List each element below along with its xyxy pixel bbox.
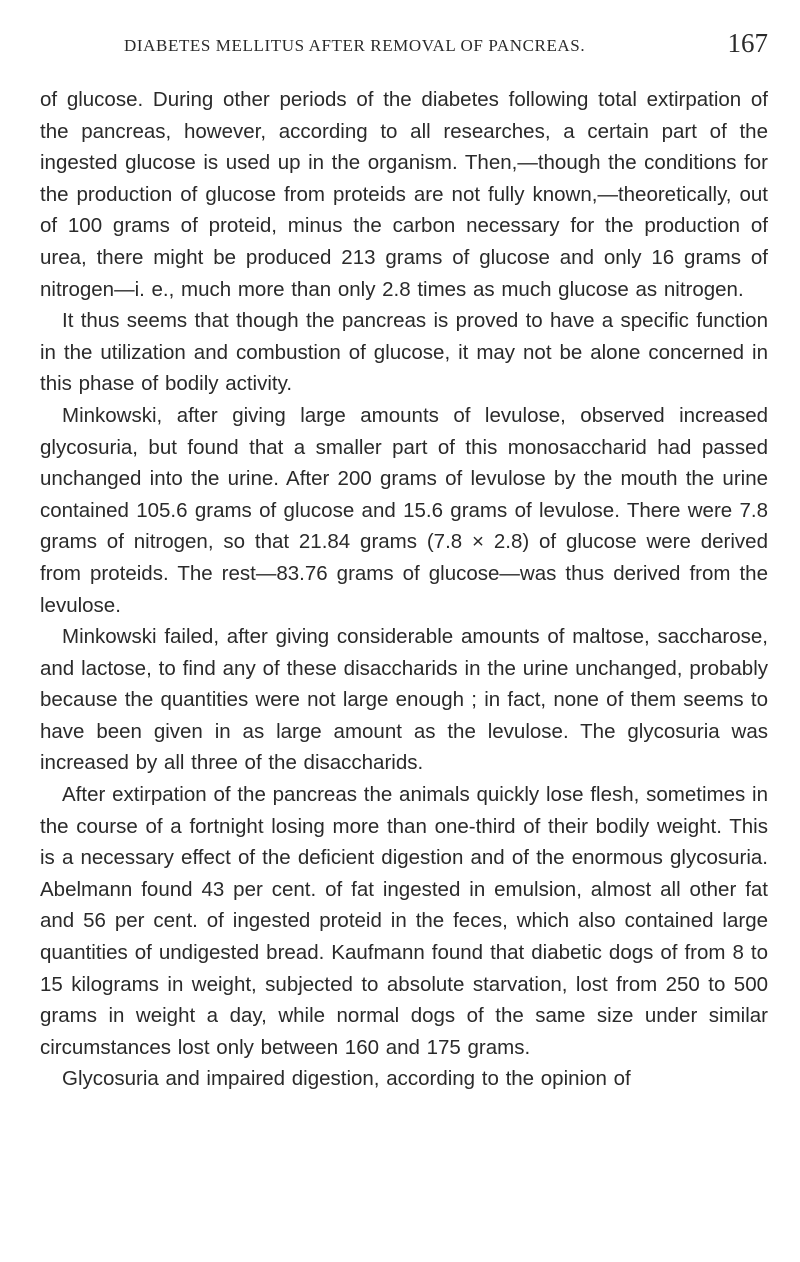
- book-page: [40, 0, 768, 1262]
- page-number: 167: [727, 28, 768, 58]
- paragraph-1: of glucose. During other periods of the diabetes following total extirpation of the pancreas, however, according to all researches, a certain part of the ingested glucose is used up in the organism. Then,—though the conditions for the production of glucose from proteids are not fully known,—theoretically, out of 100 grams of proteid, minus the carbon necessary for the production of urea, there might be produced 213 grams of glucose and only 16 grams of nitrogen—i. e., much more than only 2.8 times as much glucose as nitrogen.: [40, 88, 768, 301]
- body-text: [40, 84, 768, 1095]
- paragraph-2: It thus seems that though the pancreas is proved to have a specific function in the utilization and combustion of glucose, it may not be alone concerned in this phase of bodily activity.: [40, 309, 768, 396]
- paragraph-3: Minkowski, after giving large amounts of levulose, observed increased glycosuria, but found that a smaller part of this monosaccharid had passed unchanged into the urine. After 200 grams of levulose by the mouth the urine contained 105.6 grams of glucose and 15.6 grams of levulose. There were 7.8 grams of nitrogen, so that 21.84 grams (7.8 × 2.8) of glucose were derived from proteids. The rest—83.76 grams of glucose—was thus derived from the levulose.: [40, 403, 768, 617]
- paragraph-5: After extirpation of the pancreas the animals quickly lose flesh, sometimes in the course of a fortnight losing more than one-third of their bodily weight. This is a necessary effect of the deficient digestion and of the enormous glycosuria. Abelmann found 43 per cent. of fat ingested in emulsion, almost all other fat and 56 per cent. of ingested proteid in the feces, which also contained large quantities of undigested bread. Kaufmann found that diabetic dogs of from 8 to 15 kilograms in weight, subjected to absolute starvation, lost from 250 to 500 grams in weight a day, while normal dogs of the same size under similar circumstances lost only between 160 and 175 grams.: [40, 783, 768, 1059]
- running-head: [40, 30, 768, 70]
- paragraph-4: Minkowski failed, after giving considerable amounts of maltose, saccharose, and lactose, to find any of these disaccharids in the urine unchanged, probably because the quantities were not large enough ; in fact, none of them seems to have been given in as large amount as the levulose. The glycosuria was increased by all three of the disaccharids.: [40, 625, 768, 775]
- running-title: DIABETES MELLITUS AFTER REMOVAL OF PANCREAS.: [124, 36, 586, 55]
- paragraph-6: Glycosuria and impaired digestion, according to the opinion of: [62, 1067, 631, 1091]
